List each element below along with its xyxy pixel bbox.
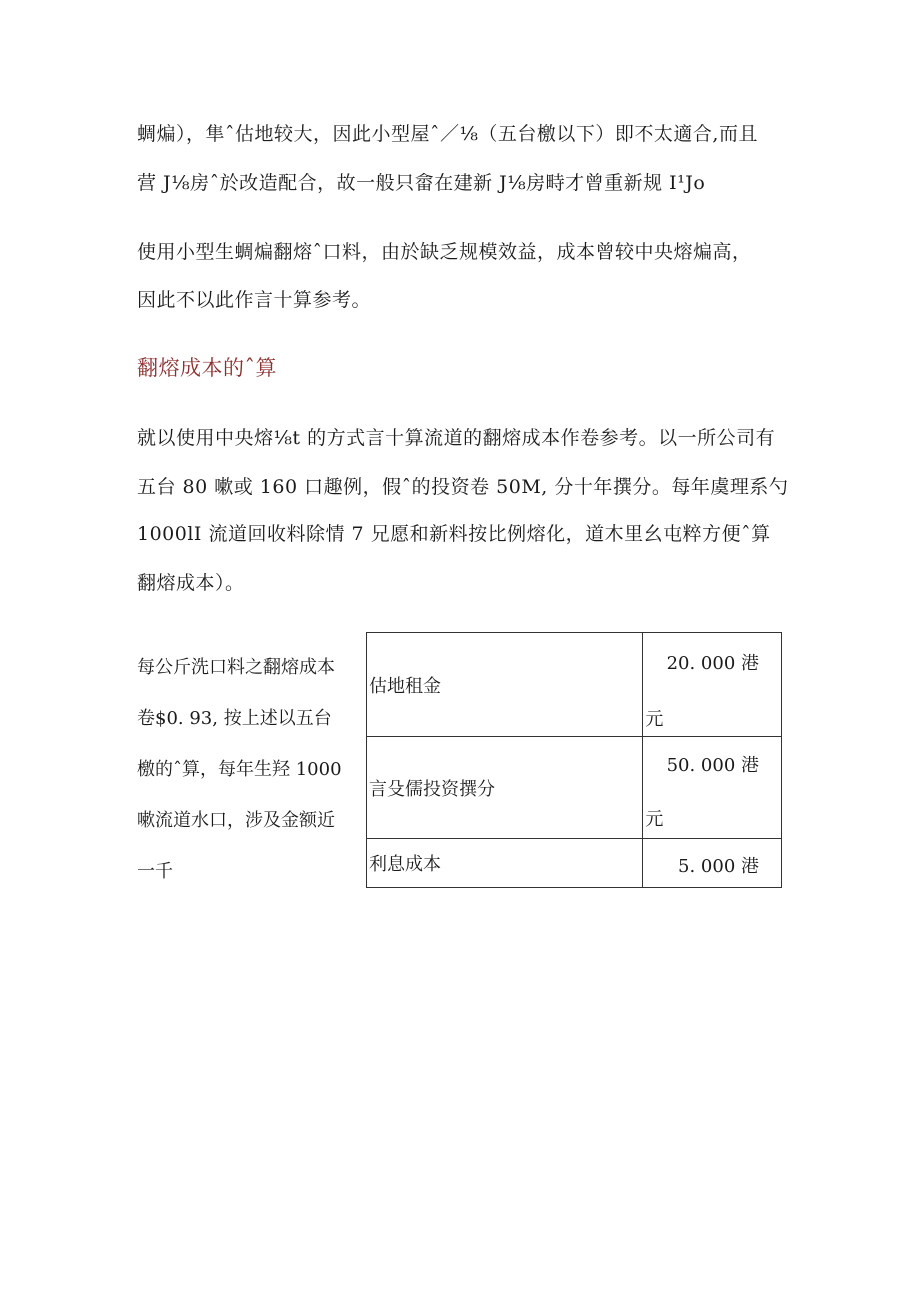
table-row — [367, 737, 782, 839]
side-note-line1: 每公斤洗口料之翻熔成本 — [137, 657, 335, 678]
paragraph2-line1: 使用小型生蜩煸翻熔ˆ口料，由於缺乏规模效益，成本曾较中央熔煸高， — [137, 241, 752, 263]
cost-item-cell: 言殳儒投资撰分 — [367, 737, 643, 839]
cost-amount: 50. 000 港 — [666, 755, 759, 776]
side-note-line5: 一千 — [137, 861, 173, 882]
paragraph3-line3: 1000lI 流道回收料除情 7 兄愿和新料按比例熔化，道木里幺屯粹方便ˆ算 — [137, 523, 771, 545]
cost-amount-cell — [643, 633, 782, 737]
cost-amount: 20. 000 港 — [666, 653, 759, 674]
side-note-line2: 卷$0. 93, 按上述以五台 — [137, 708, 332, 729]
side-note — [137, 656, 365, 911]
paragraph1-line1: 蜩煸），隼ˆ估地较大，因此小型屋ˆ／⅛（五台檄以下）即不太適合,而且 — [137, 123, 758, 145]
cost-item-cell: 利息成本 — [367, 839, 643, 888]
paragraph3-line4: 翻熔成本）。 — [137, 572, 245, 594]
section-heading: 翻熔成本的ˆ算 — [137, 356, 277, 380]
cost-amount: 5. 000 港 — [678, 856, 759, 877]
paragraph3-line2: 五台 80 嗽或 160 口趣例，假ˆ的投资卷 50M, 分十年撰分。每年虞理系勺 — [137, 476, 789, 498]
side-note-line3: 檄的ˆ算，每年生羟 1000 — [137, 759, 342, 780]
cost-unit: 元 — [645, 809, 664, 830]
cost-item-cell: 估地租金 — [367, 633, 643, 737]
paragraph3-line1: 就以使用中央熔⅛t 的方式言十算流道的翻熔成本作卷参考。以一所公司有 — [137, 427, 776, 449]
cost-amount-cell — [643, 839, 782, 888]
cost-amount-cell — [643, 737, 782, 839]
cost-unit: 元 — [645, 709, 664, 730]
cost-table — [366, 632, 782, 888]
side-note-line4: 嗽流道水口，涉及金额近 — [137, 810, 335, 831]
paragraph1-line2: 营 J⅛房ˆ於改造配合，故一般只畲在建新 J⅛房畤才曾重新规 I¹Jo — [137, 172, 706, 194]
table-row — [367, 633, 782, 737]
table-row — [367, 839, 782, 888]
paragraph2-line2: 因此不以此作言十算参考。 — [137, 289, 372, 311]
